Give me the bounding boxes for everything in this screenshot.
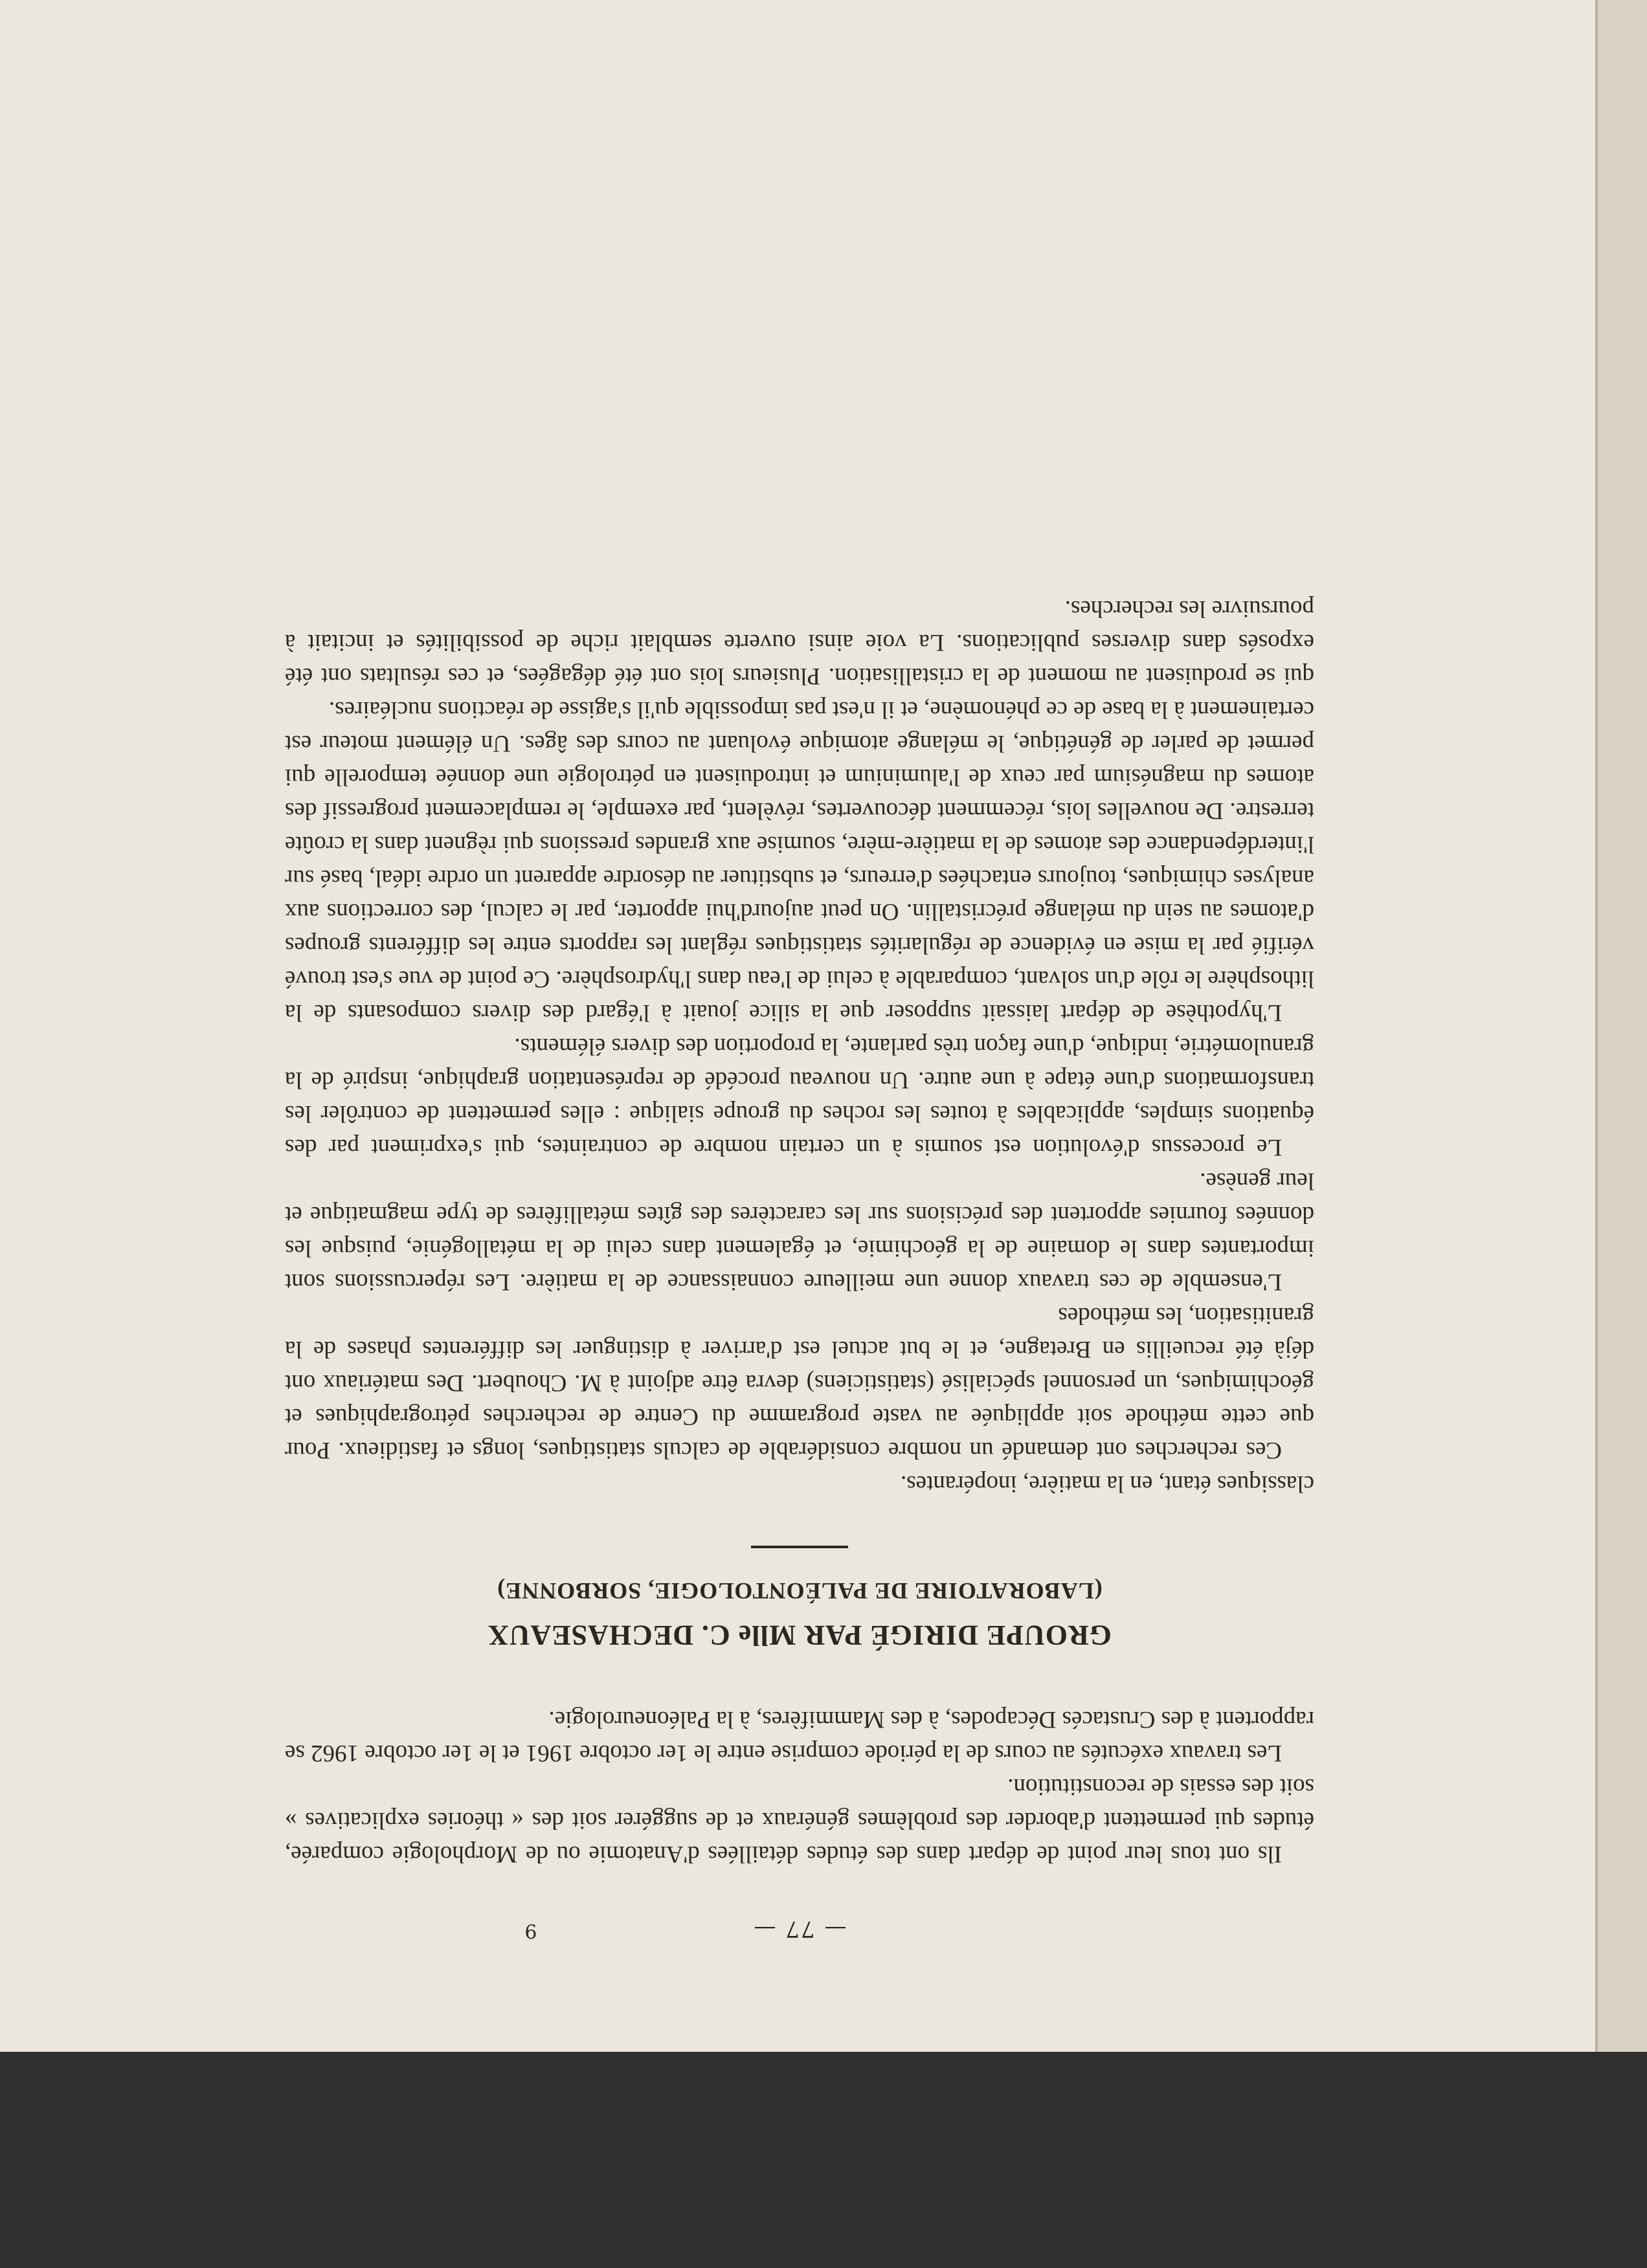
upside-down-content	[285, 142, 1314, 1942]
paragraph: L'hypothèse de départ laissait supposer que la silice jouait à l'égard des divers composants de la lithosphère le rôle d'un solvant, comparable à celui de l'eau dans l'hydrosphère. Ce point de vue s'est trouvé vérifié par la mise en évidence de régularités statistiques réglant les rapports entre les différents groupes d'atomes au sein du mélange précristallin. On peut aujourd'hui apporter, par le calcul, des corrections aux analyses chimiques, toujours entachées d'erreurs, et substituer au désordre apparent un ordre idéal, basé sur l'interdépendance des atomes de la matière-mère, soumise aux grandes pressions qui règnent dans la croûte terrestre. De nouvelles lois, récemment découvertes, révèlent, par exemple, le remplacement progressif des atomes du magnésium par ceux de l'aluminium et introduisent en pétrologie une donnée temporelle qui permet de parler de génétique, le mélange atomique évoluant au cours des âges. Un élément moteur est certainement à la base de ce phénomène, et il n'est pas impossible qu'il s'agisse de réactions nucléaires.	[285, 696, 1314, 1026]
paragraph: L'ensemble de ces travaux donne une meilleure connaissance de la matière. Les répercussions sont importantes dans le domaine de la géochimie, et également dans celui de la métallogénie, puisque les données fournies apportent des précisions sur les caractères des gîtes métallifères de type magmatique et leur genèse.	[285, 1168, 1314, 1295]
body-text	[285, 592, 1314, 1871]
previous-section-text	[285, 592, 1314, 1500]
paragraph: Le processus d'évolution est soumis à un certain nombre de contraintes, qui s'expriment par des équations simples, applicables à toutes les roches du groupe sialique : elles permettent de contrôler les transformations d'une étape à une autre. Un nouveau procédé de représentation graphique, inspiré de la granulométrie, indique, d'une façon très parlante, la proportion des divers éléments.	[285, 1033, 1314, 1161]
section-divider	[751, 1546, 848, 1548]
folio-mark: 9	[524, 1919, 537, 1942]
paragraph: Ces recherches ont demandé un nombre considérable de calculs statistiques, longs et fastidieux. Pour que cette méthode soit appliquée au vaste programme du Centre de recherches pétrographiques et géochimiques, un personnel spécialisé (statisticiens) devra être adjoint à M. Choubert. Des matériaux ont déjà été recueillis en Bretagne, et le but actuel est d'arriver à distinguer les différentes phases de la granitisation, les méthodes	[285, 1302, 1314, 1463]
section-title: GROUPE DIRIGÉ PAR Mlle C. DECHASEAUX	[487, 1619, 1112, 1651]
paragraph: Les travaux exécutés au cours de la période comprise entre le 1er octobre 1961 et le 1er octobre 1962 se rapportent à des Crustacés Décapodes, à des Mammifères, à la Paléoneurologie.	[285, 1706, 1314, 1766]
paragraph: qui se produisent au moment de la cristallisation. Plusieurs lois ont été dégagées, et ces résultats ont été exposés dans diverses publications. La voie ainsi ouverte semblait riche de possibilités et incitait à poursuivre les recherches.	[285, 595, 1314, 689]
scanner-backdrop	[0, 2052, 1647, 2268]
paragraph: Ils ont tous leur point de départ dans des études détaillées d'Anatomie ou de Morphologie comparée, études qui permettent d'aborder des problèmes généraux et de suggérer soit des « théories explicatives » soit des essais de reconstitution.	[285, 1773, 1314, 1867]
page-number: — 77 —	[752, 1916, 847, 1942]
section-subtitle: (LABORATOIRE DE PALÉONTOLOGIE, SORBONNE)	[497, 1578, 1103, 1604]
paragraph: classiques étant, en la matière, inopérantes.	[900, 1471, 1314, 1497]
page-edge	[1595, 0, 1647, 2052]
